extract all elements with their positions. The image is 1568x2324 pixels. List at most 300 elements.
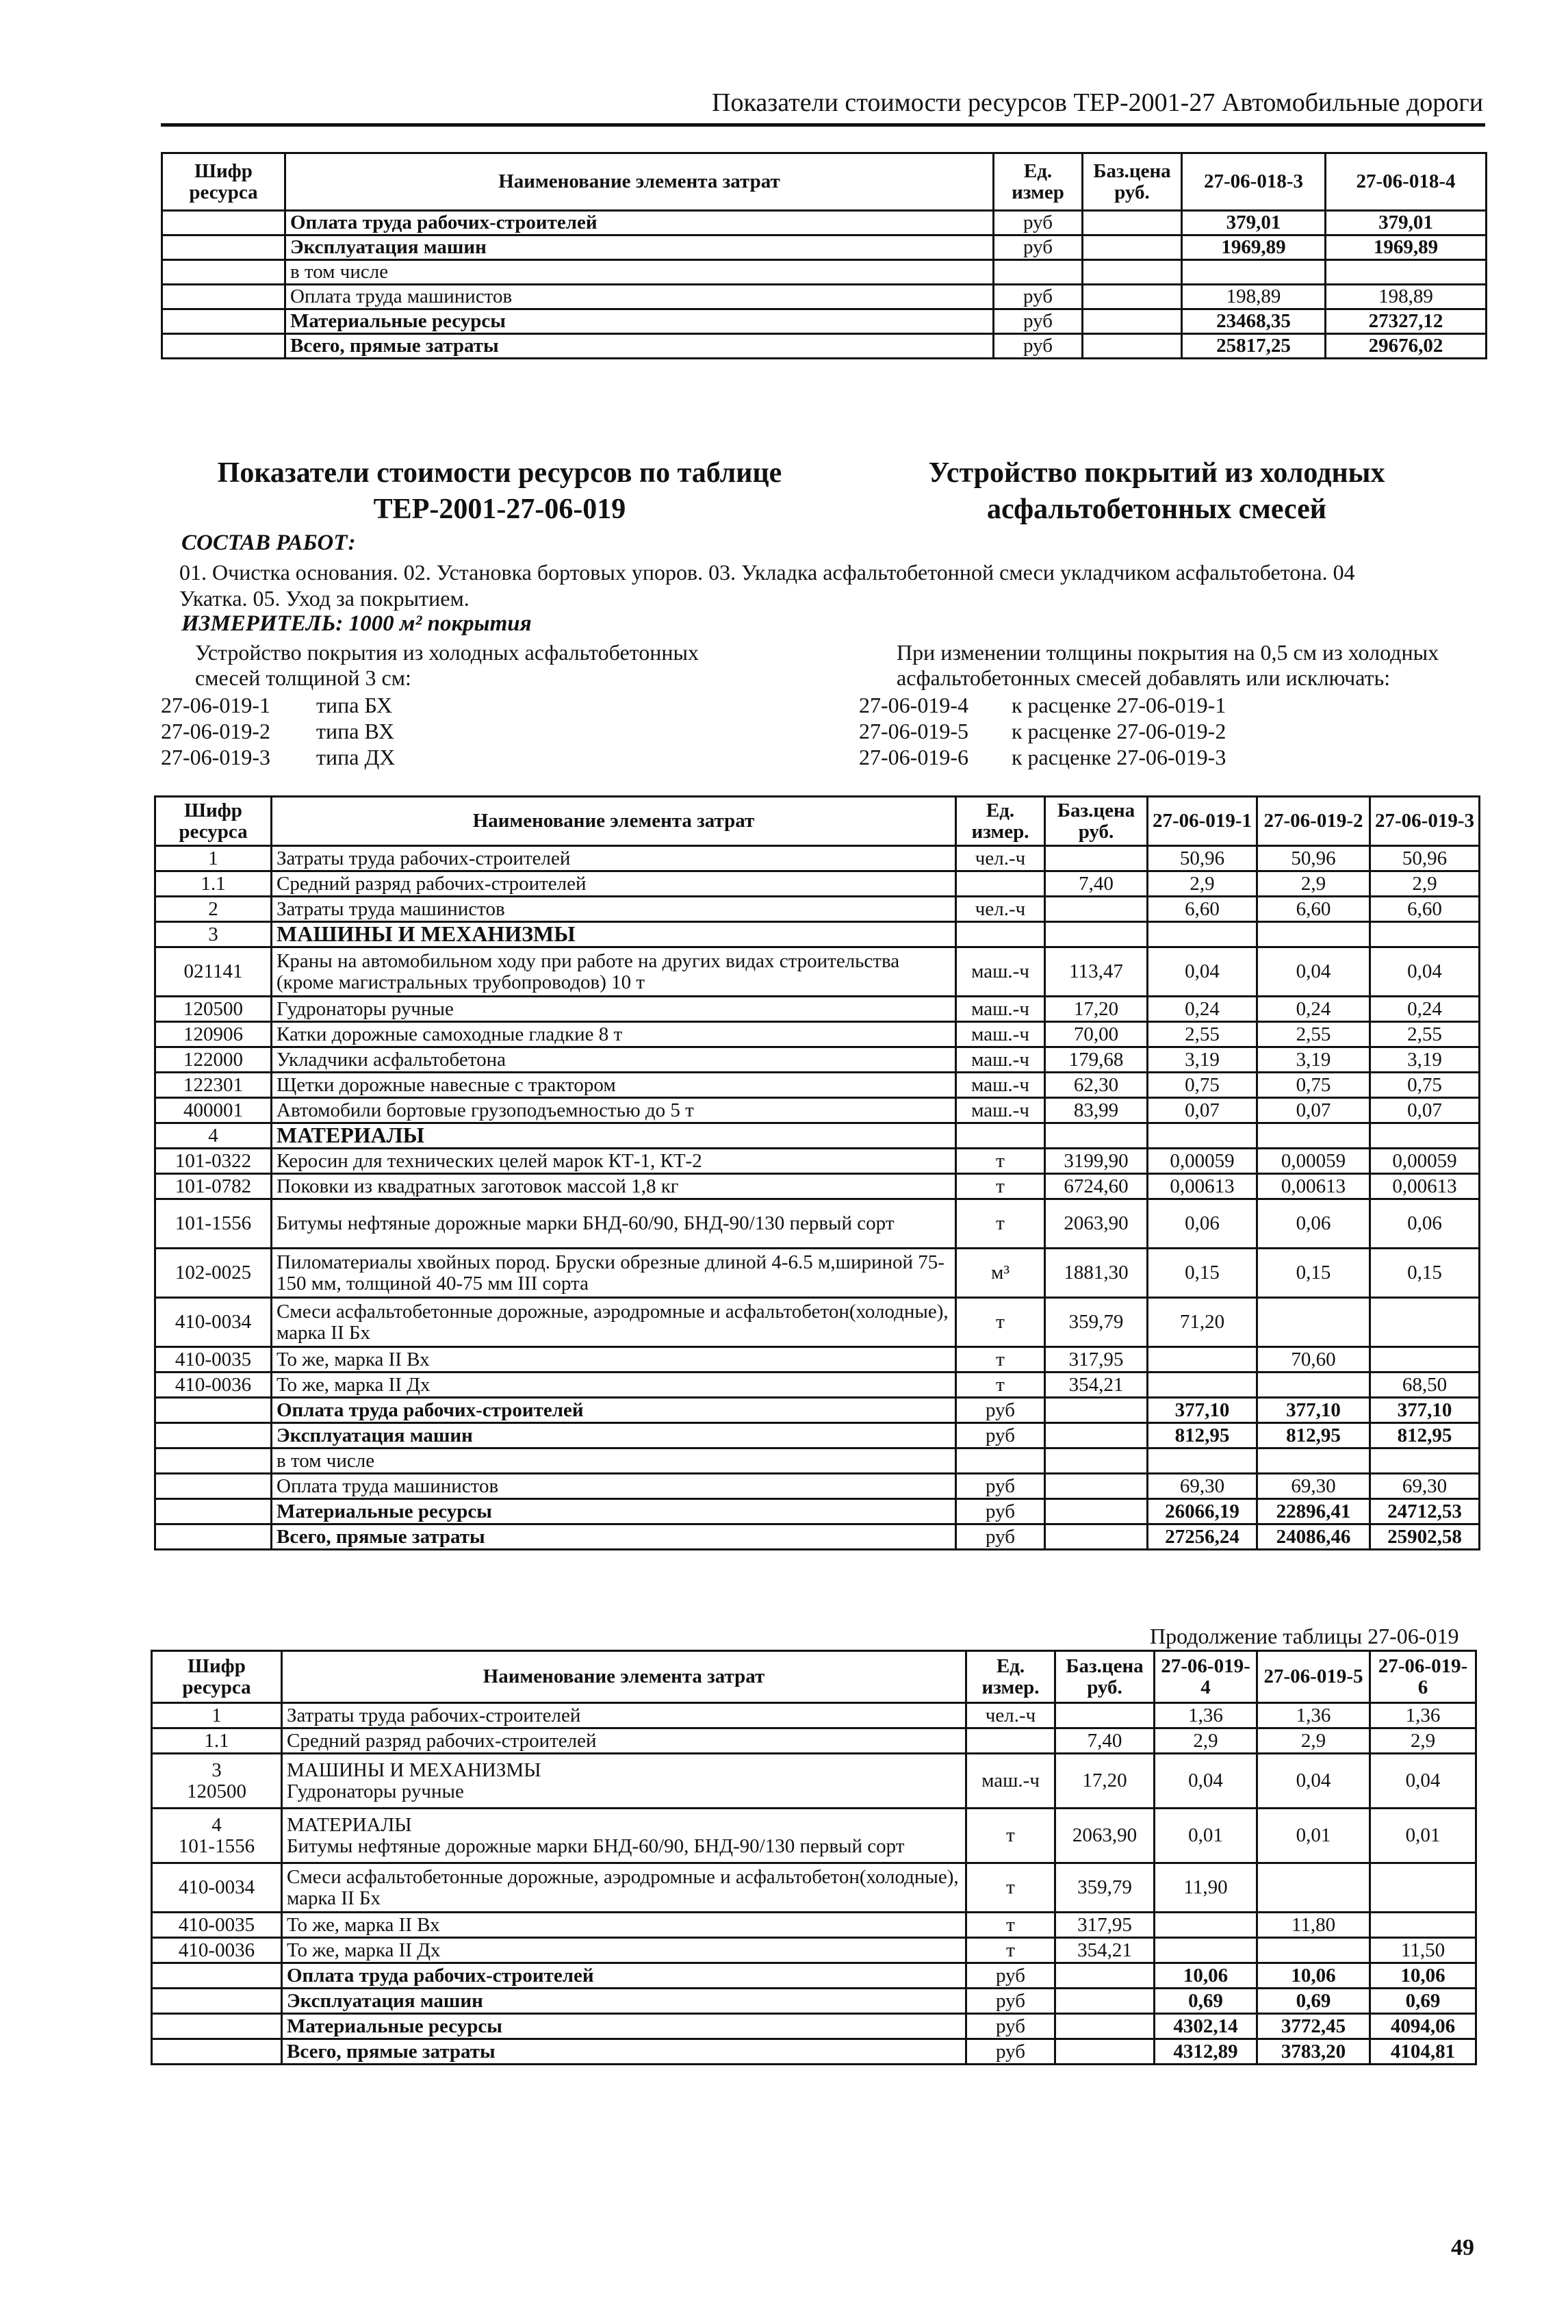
cell-name: Материальные ресурсы (272, 1499, 956, 1524)
cell-value-2: 377,10 (1257, 1398, 1370, 1423)
table-row (152, 1963, 1476, 1989)
cell-value-2: 2,55 (1257, 1022, 1370, 1047)
table-row (152, 1863, 1476, 1913)
cell-value-1: 198,89 (1182, 285, 1326, 309)
cell-code (155, 1448, 272, 1474)
cell-value-1: 1969,89 (1182, 235, 1326, 260)
header-name: Наименование элемента затрат (285, 153, 994, 211)
cell-value-1: 23468,35 (1182, 309, 1326, 334)
table-row (152, 1809, 1476, 1863)
cell-value-2: 10,06 (1257, 1963, 1370, 1989)
cell-code (155, 1524, 272, 1550)
cell-unit (956, 922, 1045, 947)
cell-price: 2063,90 (1055, 1809, 1155, 1863)
cell-price (1083, 235, 1182, 260)
cell-value-1: 4302,14 (1155, 2014, 1257, 2039)
cell-value-2: 0,06 (1257, 1199, 1370, 1249)
table-row (155, 1499, 1480, 1524)
cell-value-1: 0,00059 (1148, 1149, 1257, 1174)
cell-name: Затраты труда машинистов (272, 897, 956, 922)
cell-value-2: 0,69 (1257, 1989, 1370, 2014)
cost-table-019-4-6 (151, 1650, 1477, 2065)
cell-value-3: 0,00059 (1370, 1149, 1480, 1174)
cell-price: 7,40 (1045, 871, 1148, 897)
cell-code (152, 1963, 282, 1989)
cell-value-1: 2,9 (1148, 871, 1257, 897)
cell-value-3 (1370, 922, 1480, 947)
cell-value-1: 0,04 (1148, 947, 1257, 997)
header-code: Шифр ресурса (152, 1651, 282, 1703)
left-description-1: Устройство покрытия из холодных асфальтобетонных (195, 640, 699, 665)
cell-value-2: 24086,46 (1257, 1524, 1370, 1550)
table-row (155, 1372, 1480, 1398)
table-row (155, 1423, 1480, 1448)
cell-name: То же, марка II Вх (272, 1347, 956, 1372)
cell-value-1 (1148, 1347, 1257, 1372)
cell-value-1 (1148, 922, 1257, 947)
cell-value-1: 10,06 (1155, 1963, 1257, 1989)
cell-value-1: 69,30 (1148, 1474, 1257, 1499)
cell-value-3 (1370, 1123, 1480, 1149)
cell-code (162, 334, 285, 359)
table-row (155, 1073, 1480, 1098)
cell-code (152, 1989, 282, 2014)
table-row (162, 211, 1487, 235)
cell-value-1: 2,55 (1148, 1022, 1257, 1047)
cell-value-3: 3,19 (1370, 1047, 1480, 1073)
cell-code (155, 1474, 272, 1499)
cell-name: Пиломатериалы хвойных пород. Бруски обрезные длиной 4-6.5 м,шириной 75-150 мм, толщиной 40-75 мм III сорта (272, 1249, 956, 1298)
cell-code: 410-0035 (152, 1913, 282, 1938)
cell-value-2 (1257, 1448, 1370, 1474)
cell-code (162, 235, 285, 260)
header-col1: 27-06-018-3 (1182, 153, 1326, 211)
cell-value-1 (1182, 260, 1326, 285)
cell-code (162, 260, 285, 285)
cell-value-1: 4312,89 (1155, 2039, 1257, 2065)
header-rule (161, 123, 1485, 127)
cell-price: 317,95 (1055, 1913, 1155, 1938)
table-row (152, 1989, 1476, 2014)
cost-table-018 (161, 152, 1487, 359)
cell-value-1 (1155, 1913, 1257, 1938)
header-code: Шифр ресурса (155, 797, 272, 846)
cell-value-2: 0,15 (1257, 1249, 1370, 1298)
header-price: Баз.цена руб. (1055, 1651, 1155, 1703)
cell-value-2: 812,95 (1257, 1423, 1370, 1448)
table-continuation-caption: Продолжение таблицы 27-06-019 (1150, 1624, 1459, 1648)
cell-value-3: 0,01 (1370, 1809, 1476, 1863)
table-row (155, 1022, 1480, 1047)
cell-value-3: 2,9 (1370, 871, 1480, 897)
header-price: Баз.цена руб. (1083, 153, 1182, 211)
left-item-text: типа ДХ (316, 745, 396, 769)
cell-value-1 (1148, 1372, 1257, 1398)
cell-value-1: 0,01 (1155, 1809, 1257, 1863)
cell-code: 122000 (155, 1047, 272, 1073)
cell-value-2: 379,01 (1326, 211, 1487, 235)
header-col1: 27-06-019-1 (1148, 797, 1257, 846)
cell-value-2: 2,9 (1257, 1728, 1370, 1754)
cell-value-1: 3,19 (1148, 1047, 1257, 1073)
cell-value-3 (1370, 1448, 1480, 1474)
cell-unit: т (956, 1347, 1045, 1372)
cell-name: Всего, прямые затраты (282, 2039, 966, 2065)
cell-name: Эксплуатация машин (282, 1989, 966, 2014)
cell-code: 410-0034 (152, 1863, 282, 1913)
cell-value-3 (1370, 1347, 1480, 1372)
table-row (155, 871, 1480, 897)
cell-price (1083, 211, 1182, 235)
cell-price (1045, 1448, 1148, 1474)
cell-code: 120906 (155, 1022, 272, 1047)
header-unit: Ед. измер. (956, 797, 1045, 846)
cell-value-1 (1148, 1448, 1257, 1474)
cell-name: Эксплуатация машин (285, 235, 994, 260)
cell-value-2: 0,07 (1257, 1098, 1370, 1123)
cell-price (1045, 1398, 1148, 1423)
cell-name: Эксплуатация машин (272, 1423, 956, 1448)
cell-value-3 (1370, 1913, 1476, 1938)
cell-name: Катки дорожные самоходные гладкие 8 т (272, 1022, 956, 1047)
cell-value-1: 0,04 (1155, 1754, 1257, 1809)
right-item-text: к расценке 27-06-019-3 (1012, 745, 1226, 769)
cell-unit: руб (966, 2039, 1055, 2065)
cell-value-1 (1155, 1938, 1257, 1963)
section-title-left: Показатели стоимости ресурсов по таблице ТЕР-2001-27-06-019 (217, 457, 782, 525)
cell-value-2 (1326, 260, 1487, 285)
header-col3: 27-06-019-6 (1370, 1651, 1476, 1703)
cell-price: 317,95 (1045, 1347, 1148, 1372)
cell-unit: руб (966, 1989, 1055, 2014)
cell-value-2: 1,36 (1257, 1703, 1370, 1728)
table-row (152, 2039, 1476, 2065)
cell-code (162, 211, 285, 235)
cell-unit: маш.-ч (956, 1073, 1045, 1098)
header-col2: 27-06-019-2 (1257, 797, 1370, 846)
cell-price (1045, 897, 1148, 922)
cell-code: 3 120500 (152, 1754, 282, 1809)
cell-unit: т (956, 1298, 1045, 1347)
cell-value-1: 0,00613 (1148, 1174, 1257, 1199)
table-row (152, 1938, 1476, 1963)
table-row (155, 1448, 1480, 1474)
cell-value-2: 22896,41 (1257, 1499, 1370, 1524)
cell-value-2 (1257, 1863, 1370, 1913)
cell-value-3: 0,24 (1370, 997, 1480, 1022)
right-item-text: к расценке 27-06-019-2 (1012, 719, 1226, 743)
cell-unit: т (966, 1938, 1055, 1963)
cell-value-2: 50,96 (1257, 846, 1370, 871)
cell-code: 101-0322 (155, 1149, 272, 1174)
left-description-2: смесей толщиной 3 см: (195, 665, 411, 690)
cell-name: МАТЕРИАЛЫ (272, 1123, 956, 1149)
cell-value-2: 70,60 (1257, 1347, 1370, 1372)
cell-value-2: 0,00613 (1257, 1174, 1370, 1199)
cell-code: 1.1 (152, 1728, 282, 1754)
composition-label: СОСТАВ РАБОТ: (181, 531, 356, 555)
cell-value-3: 0,75 (1370, 1073, 1480, 1098)
table-row (152, 1913, 1476, 1938)
cell-name: Битумы нефтяные дорожные марки БНД-60/90, БНД-90/130 первый сорт (272, 1199, 956, 1249)
table-row (155, 1347, 1480, 1372)
cell-value-2: 0,01 (1257, 1809, 1370, 1863)
cell-code (162, 309, 285, 334)
table-row (155, 1149, 1480, 1174)
table-row (155, 1098, 1480, 1123)
right-item-code: 27-06-019-4 (859, 693, 968, 717)
cell-value-3 (1370, 1298, 1480, 1347)
cell-name: Укладчики асфальтобетона (272, 1047, 956, 1073)
cell-code (155, 1499, 272, 1524)
cell-value-3: 377,10 (1370, 1398, 1480, 1423)
cell-value-2: 3,19 (1257, 1047, 1370, 1073)
table-row (155, 1199, 1480, 1249)
cell-price: 113,47 (1045, 947, 1148, 997)
cell-code: 2 (155, 897, 272, 922)
cell-code: 021141 (155, 947, 272, 997)
cell-unit: т (966, 1809, 1055, 1863)
cell-value-2: 0,04 (1257, 947, 1370, 997)
cell-value-2: 27327,12 (1326, 309, 1487, 334)
cell-price (1055, 1963, 1155, 1989)
cell-unit: т (966, 1913, 1055, 1938)
cell-unit: маш.-ч (956, 1047, 1045, 1073)
cell-code: 101-1556 (155, 1199, 272, 1249)
cell-name: Гудронаторы ручные (272, 997, 956, 1022)
right-description-1: При изменении толщины покрытия на 0,5 см из холодных (897, 640, 1439, 665)
cost-table-019-1-3 (154, 795, 1480, 1550)
table-row (155, 1524, 1480, 1550)
table-row (155, 922, 1480, 947)
cell-value-3: 0,07 (1370, 1098, 1480, 1123)
cell-value-3: 2,55 (1370, 1022, 1480, 1047)
cell-name: Затраты труда рабочих-строителей (272, 846, 956, 871)
cell-name: в том числе (272, 1448, 956, 1474)
cell-value-3: 0,69 (1370, 1989, 1476, 2014)
header-col2: 27-06-019-5 (1257, 1651, 1370, 1703)
cell-value-3: 68,50 (1370, 1372, 1480, 1398)
cell-name: Оплата труда машинистов (272, 1474, 956, 1499)
cell-value-2: 29676,02 (1326, 334, 1487, 359)
cell-name: Материальные ресурсы (282, 2014, 966, 2039)
cell-unit (956, 1123, 1045, 1149)
composition-line-1: 01. Очистка основания. 02. Установка бортовых упоров. 03. Укладка асфальтобетонной смеси укладчиком асфальтобетона. 04 (179, 560, 1355, 585)
cell-price (1083, 260, 1182, 285)
right-description-2: асфальтобетонных смесей добавлять или исключать: (897, 665, 1391, 690)
cell-value-1: 377,10 (1148, 1398, 1257, 1423)
cell-unit (956, 871, 1045, 897)
table-row (155, 897, 1480, 922)
table-row (162, 309, 1487, 334)
cell-value-1: 812,95 (1148, 1423, 1257, 1448)
cell-code: 122301 (155, 1073, 272, 1098)
cell-code: 102-0025 (155, 1249, 272, 1298)
cell-value-2 (1257, 1372, 1370, 1398)
measure-label: ИЗМЕРИТЕЛЬ: 1000 м² покрытия (181, 611, 532, 636)
cell-value-2: 0,75 (1257, 1073, 1370, 1098)
table-row (162, 285, 1487, 309)
cell-name: Оплата труда рабочих-строителей (285, 211, 994, 235)
cell-name: Затраты труда рабочих-строителей (282, 1703, 966, 1728)
header-name: Наименование элемента затрат (282, 1651, 966, 1703)
cell-price (1055, 2014, 1155, 2039)
cell-unit: т (956, 1174, 1045, 1199)
cell-code: 400001 (155, 1098, 272, 1123)
table-row (155, 846, 1480, 871)
header-col3: 27-06-019-3 (1370, 797, 1480, 846)
cell-unit (994, 260, 1083, 285)
cell-unit: руб (994, 334, 1083, 359)
cell-code: 410-0036 (155, 1372, 272, 1398)
cell-name: Керосин для технических целей марок КТ-1, КТ-2 (272, 1149, 956, 1174)
cell-code: 101-0782 (155, 1174, 272, 1199)
cell-unit: чел.-ч (956, 897, 1045, 922)
cell-code (155, 1423, 272, 1448)
cell-unit (966, 1728, 1055, 1754)
cell-value-3: 6,60 (1370, 897, 1480, 922)
cell-value-2: 69,30 (1257, 1474, 1370, 1499)
table-row (155, 1123, 1480, 1149)
table-row (155, 947, 1480, 997)
cell-price (1045, 1499, 1148, 1524)
header-col2: 27-06-018-4 (1326, 153, 1487, 211)
cell-value-1: 0,06 (1148, 1199, 1257, 1249)
cell-value-2: 198,89 (1326, 285, 1487, 309)
cell-unit: т (966, 1863, 1055, 1913)
table-row (152, 2014, 1476, 2039)
cell-unit: руб (994, 285, 1083, 309)
cell-price: 17,20 (1055, 1754, 1155, 1809)
cell-name: Поковки из квадратных заготовок массой 1,8 кг (272, 1174, 956, 1199)
cell-name: Средний разряд рабочих-строителей (282, 1728, 966, 1754)
table-row (162, 235, 1487, 260)
cell-unit: руб (966, 2014, 1055, 2039)
left-item-text: типа БХ (316, 693, 393, 717)
cell-name: Средний разряд рабочих-строителей (272, 871, 956, 897)
cell-unit: руб (956, 1398, 1045, 1423)
cell-unit: руб (994, 235, 1083, 260)
table-row (162, 334, 1487, 359)
cell-name: Материальные ресурсы (285, 309, 994, 334)
cell-value-2: 0,04 (1257, 1754, 1370, 1809)
cell-value-1: 379,01 (1182, 211, 1326, 235)
left-item-code: 27-06-019-2 (161, 719, 270, 743)
cell-value-2: 1969,89 (1326, 235, 1487, 260)
cell-value-1: 27256,24 (1148, 1524, 1257, 1550)
cell-value-3: 2,9 (1370, 1728, 1476, 1754)
cell-value-1: 0,75 (1148, 1073, 1257, 1098)
cell-value-3 (1370, 1863, 1476, 1913)
cell-name: Оплата труда машинистов (285, 285, 994, 309)
cell-name: Оплата труда рабочих-строителей (282, 1963, 966, 1989)
cell-value-3: 4094,06 (1370, 2014, 1476, 2039)
left-item-code: 27-06-019-3 (161, 745, 270, 769)
table-row (155, 1298, 1480, 1347)
cell-unit: т (956, 1199, 1045, 1249)
cell-code: 3 (155, 922, 272, 947)
cell-value-1: 2,9 (1155, 1728, 1257, 1754)
table-row (155, 997, 1480, 1022)
cell-value-3: 0,00613 (1370, 1174, 1480, 1199)
cell-value-1: 0,07 (1148, 1098, 1257, 1123)
cell-price: 17,20 (1045, 997, 1148, 1022)
composition-line-2: Укатка. 05. Уход за покрытием. (179, 586, 470, 611)
right-item-text: к расценке 27-06-019-1 (1012, 693, 1226, 717)
cell-unit: маш.-ч (966, 1754, 1055, 1809)
cell-name: Всего, прямые затраты (272, 1524, 956, 1550)
cell-code: 1 (155, 846, 272, 871)
cell-price: 7,40 (1055, 1728, 1155, 1754)
cell-name: МАШИНЫ И МЕХАНИЗМЫ (272, 922, 956, 947)
cell-unit: руб (956, 1423, 1045, 1448)
cell-value-3: 24712,53 (1370, 1499, 1480, 1524)
cell-price (1055, 2039, 1155, 2065)
table-row (155, 1474, 1480, 1499)
cell-code: 4 101-1556 (152, 1809, 282, 1863)
cell-price: 83,99 (1045, 1098, 1148, 1123)
cell-value-3: 0,04 (1370, 1754, 1476, 1809)
cell-value-2 (1257, 1938, 1370, 1963)
cell-name: Автомобили бортовые грузоподъемностью до 5 т (272, 1098, 956, 1123)
table-row (155, 1398, 1480, 1423)
cell-price (1045, 846, 1148, 871)
header-name: Наименование элемента затрат (272, 797, 956, 846)
cell-value-1: 0,69 (1155, 1989, 1257, 2014)
cell-unit: чел.-ч (966, 1703, 1055, 1728)
cell-price: 6724,60 (1045, 1174, 1148, 1199)
cell-value-1: 26066,19 (1148, 1499, 1257, 1524)
cell-name: Краны на автомобильном ходу при работе на других видах строительства (кроме магистральных трубопроводов) 10 т (272, 947, 956, 997)
cell-price (1083, 309, 1182, 334)
left-item-code: 27-06-019-1 (161, 693, 270, 717)
cell-unit: руб (994, 309, 1083, 334)
cell-unit: руб (956, 1499, 1045, 1524)
cell-name: Щетки дорожные навесные с трактором (272, 1073, 956, 1098)
cell-unit: чел.-ч (956, 846, 1045, 871)
cell-price: 70,00 (1045, 1022, 1148, 1047)
table-row (152, 1728, 1476, 1754)
cell-value-2: 6,60 (1257, 897, 1370, 922)
cell-value-3: 11,50 (1370, 1938, 1476, 1963)
cell-value-3: 0,15 (1370, 1249, 1480, 1298)
cell-value-1: 0,15 (1148, 1249, 1257, 1298)
cell-unit: руб (966, 1963, 1055, 1989)
cell-code: 410-0036 (152, 1938, 282, 1963)
cell-price: 359,79 (1055, 1863, 1155, 1913)
cell-value-1: 71,20 (1148, 1298, 1257, 1347)
cell-value-3: 50,96 (1370, 846, 1480, 871)
section-title-right: Устройство покрытий из холодных асфальтобетонных смесей (928, 457, 1385, 525)
cell-value-3: 4104,81 (1370, 2039, 1476, 2065)
cell-name: То же, марка II Вх (282, 1913, 966, 1938)
cell-unit: маш.-ч (956, 997, 1045, 1022)
header-price: Баз.цена руб. (1045, 797, 1148, 846)
cell-value-1: 0,24 (1148, 997, 1257, 1022)
right-item-code: 27-06-019-5 (859, 719, 968, 743)
left-item-text: типа ВХ (316, 719, 395, 743)
header-code: Шифр ресурса (162, 153, 285, 211)
cell-price (1055, 1989, 1155, 2014)
cell-unit: руб (956, 1524, 1045, 1550)
right-item-code: 27-06-019-6 (859, 745, 968, 769)
cell-value-1: 25817,25 (1182, 334, 1326, 359)
cell-price (1083, 334, 1182, 359)
cell-code (152, 2014, 282, 2039)
cell-code (162, 285, 285, 309)
page-header-title: Показатели стоимости ресурсов ТЕР-2001-27 Автомобильные дороги (712, 88, 1484, 117)
cell-unit: руб (994, 211, 1083, 235)
